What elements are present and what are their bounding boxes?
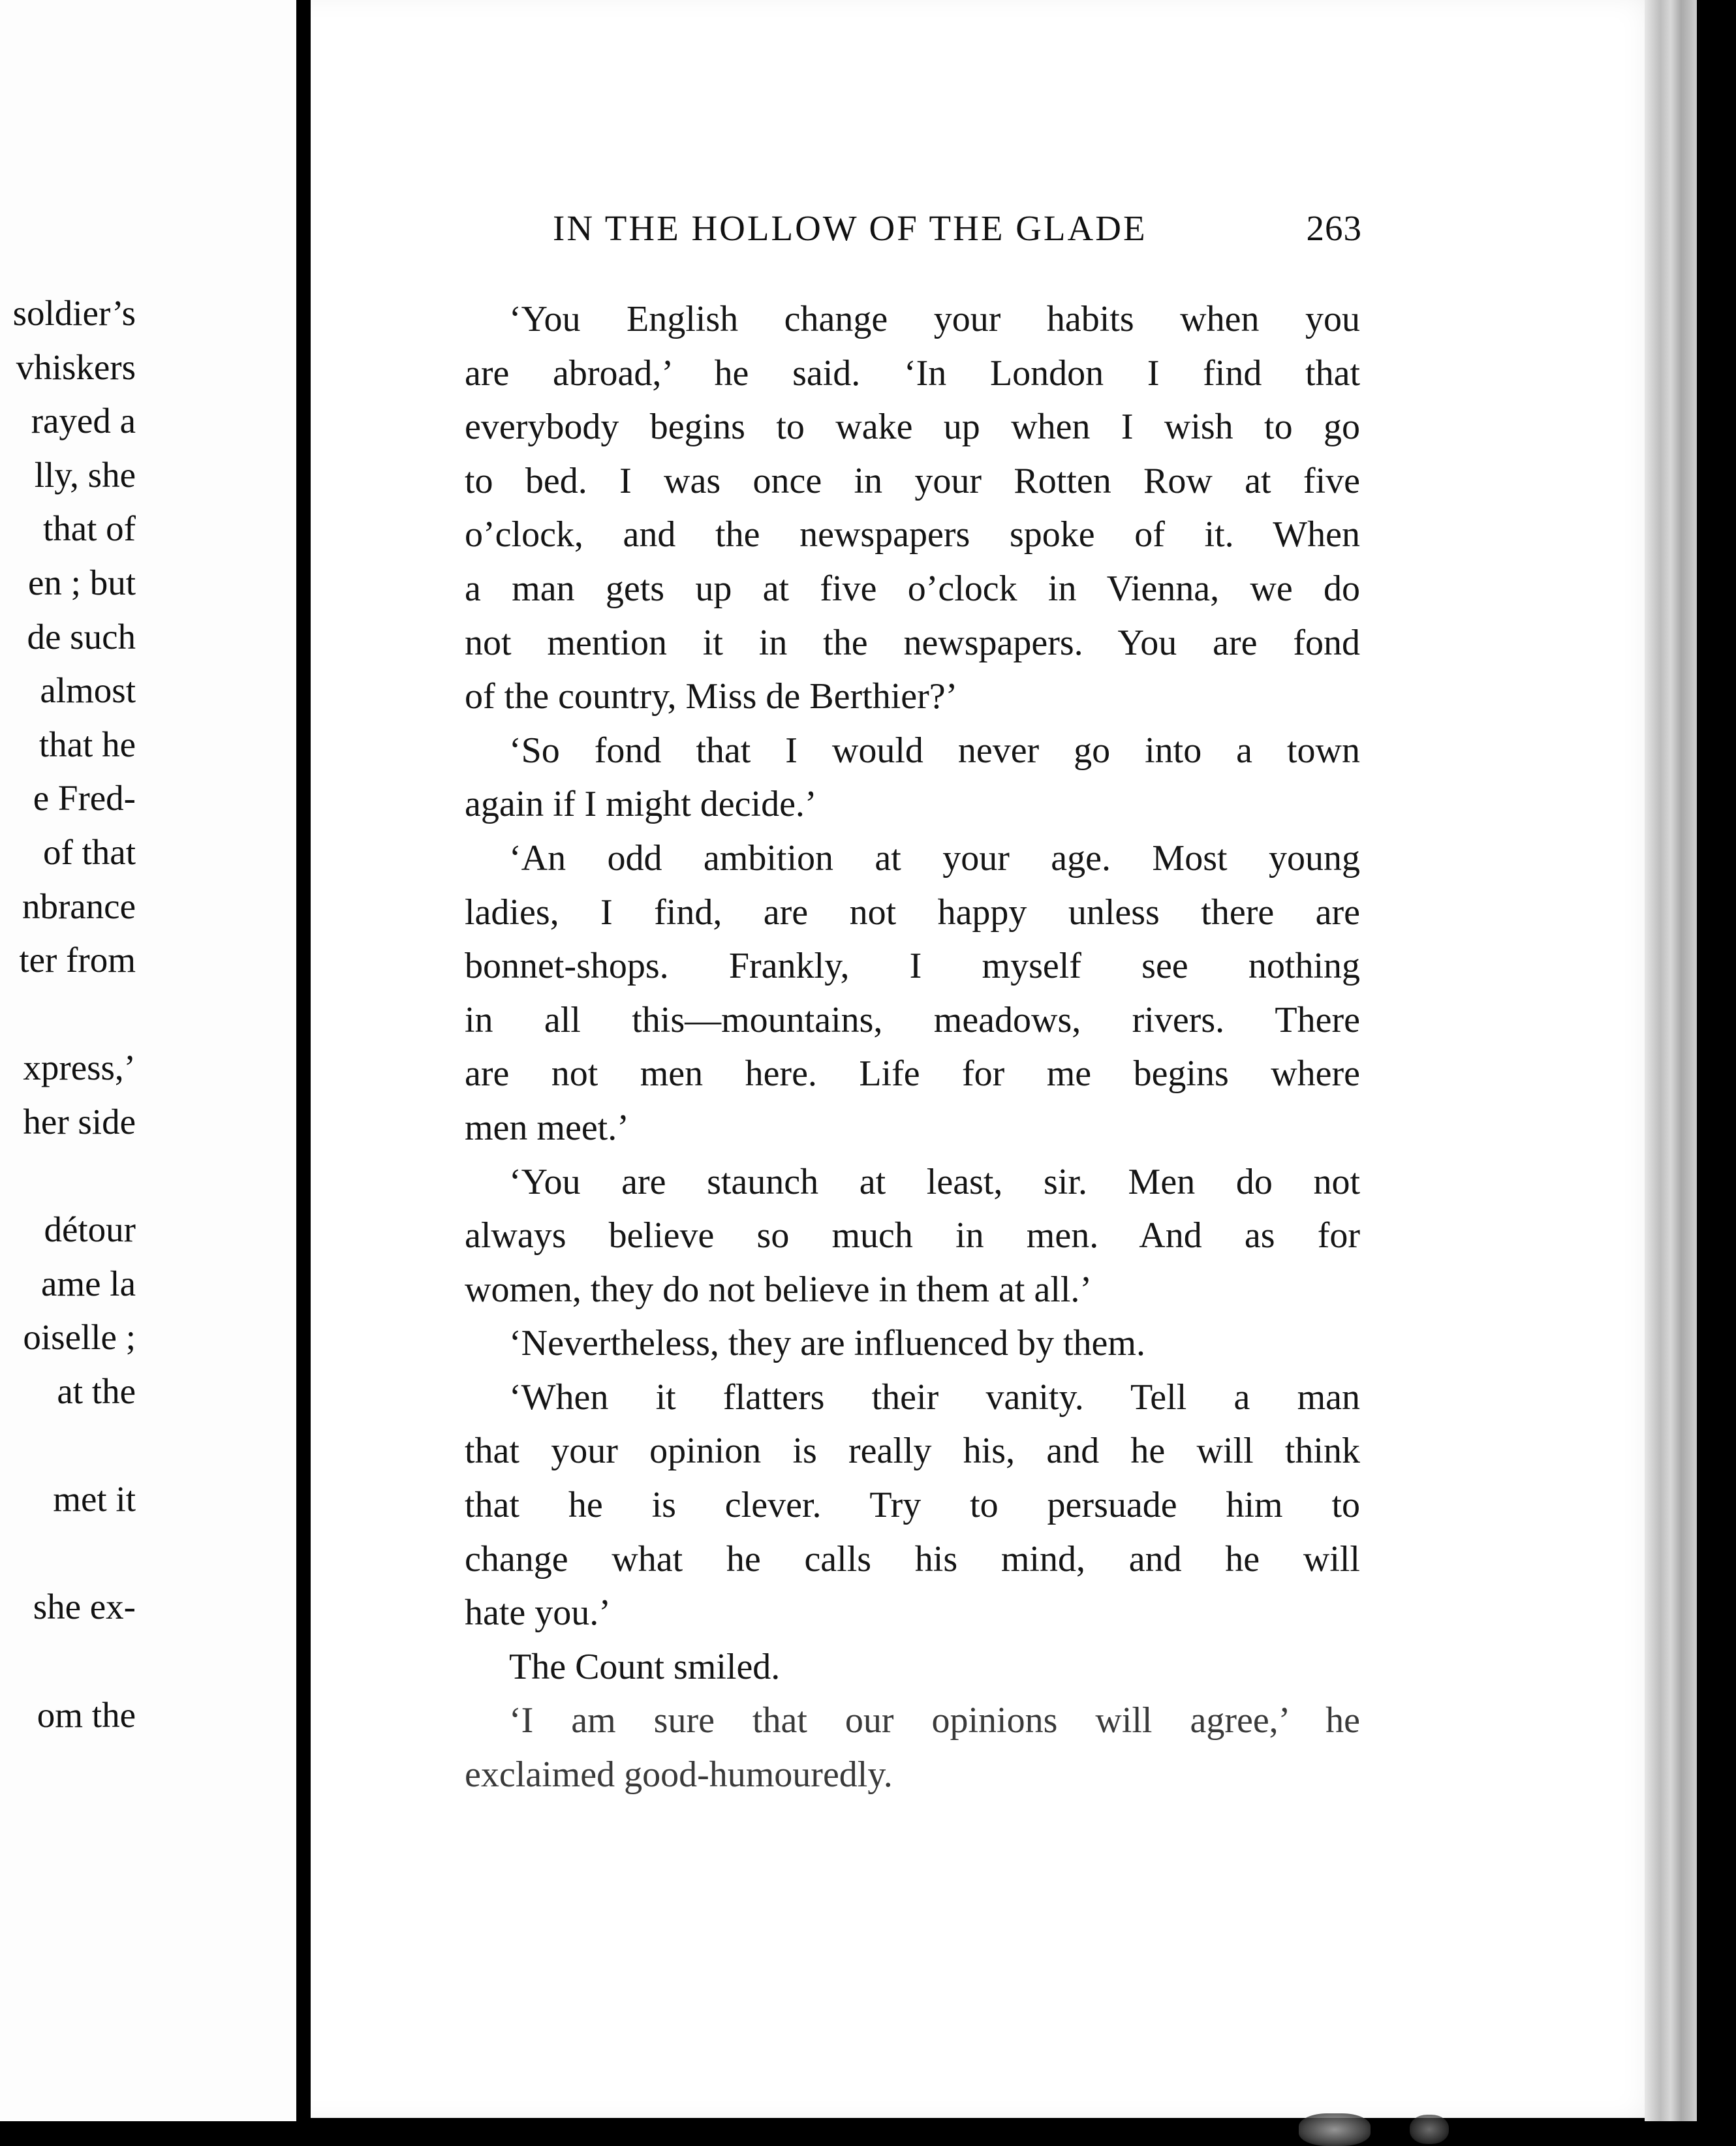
text-line: in all this—mountains, meadows, rivers. There: [465, 999, 1360, 1040]
left-page-line: nbrance: [22, 886, 136, 926]
text-line: again if I might decide.’: [465, 784, 817, 825]
left-page-line: en ; but: [28, 563, 136, 602]
left-page-line: that of: [42, 508, 136, 549]
text-line: change what he calls his mind, and he will: [465, 1538, 1360, 1579]
scan-smudge: [1299, 2113, 1371, 2146]
text-line: o’clock, and the newspapers spoke of it. When: [465, 514, 1360, 555]
text-line: that your opinion is really his, and he will think: [465, 1431, 1360, 1472]
left-page-line: oiselle ;: [23, 1317, 136, 1358]
scan-smudge: [1410, 2115, 1449, 2144]
body-text: [465, 292, 1360, 1802]
text-line: are not men here. Life for me begins where: [465, 1053, 1360, 1095]
chapter-title: IN THE HOLLOW OF THE GLADE: [553, 208, 1147, 248]
left-page-line: ame la: [40, 1263, 136, 1303]
text-line: are abroad,’ he said. ‘In London I find that: [465, 352, 1360, 394]
left-page-line: soldier’s: [12, 293, 136, 333]
page-number: 263: [1306, 208, 1362, 248]
left-page-line: lly, she: [34, 454, 136, 495]
left-page-line: de such: [27, 616, 136, 657]
text-line: ‘I am sure that our opinions will agree,’ he: [509, 1700, 1360, 1741]
text-line: ‘You are staunch at least, sir. Men do not: [509, 1161, 1360, 1202]
text-line: ‘When it flatters their vanity. Tell a man: [509, 1376, 1360, 1418]
text-line: women, they do not believe in them at all.’: [465, 1269, 1093, 1310]
text-line: bonnet-shops. Frankly, I myself see nothing: [465, 946, 1360, 987]
text-line: men meet.’: [465, 1107, 629, 1148]
left-page-line: she ex-: [33, 1587, 136, 1627]
text-line: ‘You English change your habits when you: [509, 299, 1360, 339]
left-page-line: almost: [40, 670, 136, 711]
left-page-fragment: [0, 0, 302, 2121]
left-page-line: xpress,’: [23, 1048, 136, 1088]
left-page-line: her side: [23, 1102, 136, 1142]
text-line: exclaimed good-humouredly.: [465, 1754, 893, 1796]
text-line: ‘So fond that I would never go into a town: [509, 730, 1360, 771]
left-page-line: that he: [39, 724, 136, 764]
left-page-line: at the: [57, 1371, 136, 1411]
text-line: of the country, Miss de Berthier?’: [465, 676, 958, 717]
page-edge: [1645, 0, 1697, 2121]
text-line: not mention it in the newspapers. You are fond: [465, 622, 1360, 663]
text-line: always believe so much in men. And as for: [465, 1215, 1360, 1256]
text-line: The Count smiled.: [509, 1646, 781, 1687]
text-line: ladies, I find, are not happy unless there are: [465, 892, 1360, 933]
text-line: to bed. I was once in your Rotten Row at five: [465, 460, 1360, 501]
left-page-line: of that: [42, 832, 136, 872]
left-page-line: vhiskers: [16, 347, 136, 387]
left-page-line: e Fred-: [33, 778, 136, 818]
text-line: ‘An odd ambition at your age. Most young: [509, 837, 1360, 879]
text-line: everybody begins to wake up when I wish to go: [465, 407, 1360, 448]
left-page-line: met it: [53, 1479, 136, 1519]
running-head: [553, 208, 1362, 260]
left-page-line: ter from: [19, 940, 136, 980]
left-page-line: détour: [44, 1209, 136, 1250]
left-page-line: rayed a: [31, 401, 136, 441]
text-line: a man gets up at five o’clock in Vienna, we do: [465, 568, 1360, 609]
text-line: ‘Nevertheless, they are influenced by them.: [509, 1323, 1145, 1364]
text-line: that he is clever. Try to persuade him to: [465, 1485, 1360, 1526]
text-line: hate you.’: [465, 1593, 611, 1634]
left-page-line: om the: [37, 1694, 136, 1735]
